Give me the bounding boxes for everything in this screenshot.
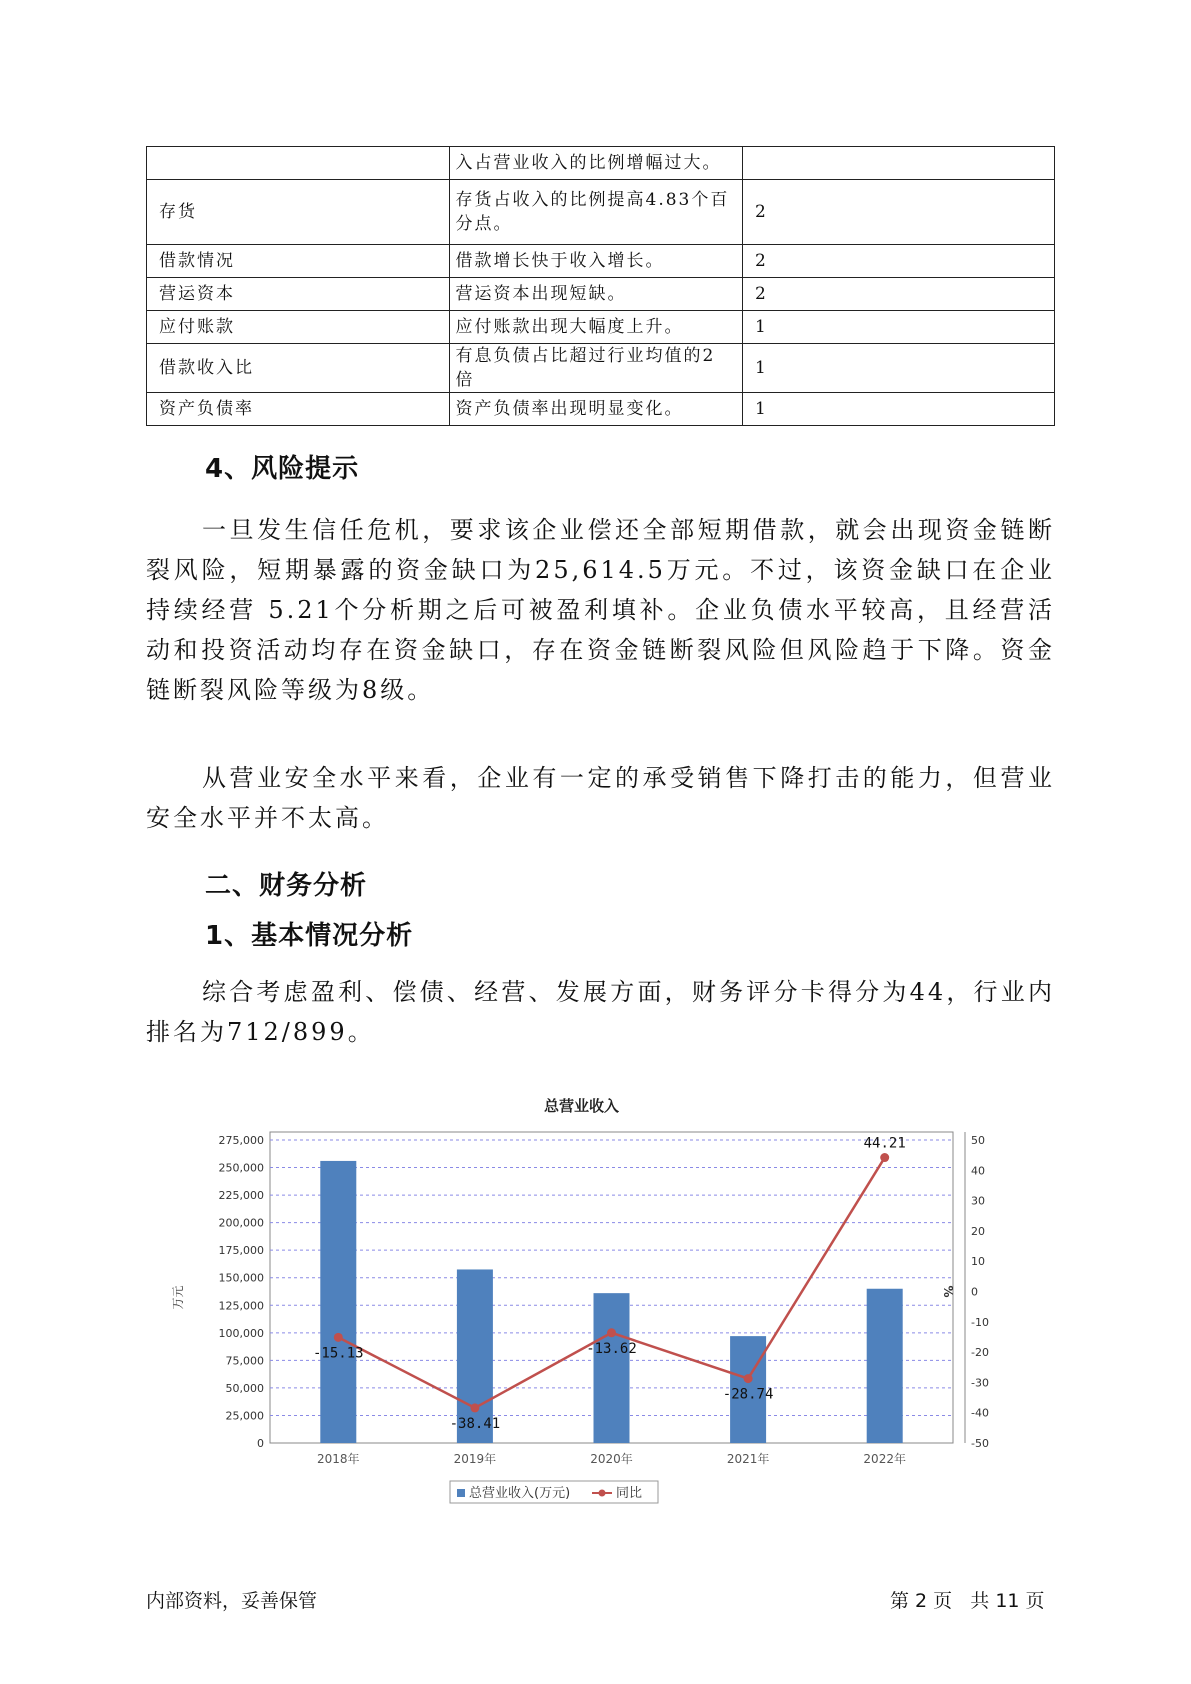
data-label: -28.74: [722, 1386, 774, 1403]
y-axis-label-right: %: [941, 1285, 955, 1298]
section-heading-basic: 1、基本情况分析: [205, 921, 414, 951]
bar: [867, 1289, 903, 1443]
legend-swatch-bar: [457, 1489, 465, 1497]
bar: [594, 1293, 630, 1443]
y-tick-left: 250,000: [218, 1161, 264, 1175]
y-tick-left: 200,000: [218, 1216, 264, 1230]
x-tick-label: 2018年: [317, 1452, 360, 1466]
table-row: [147, 278, 1055, 311]
x-tick-label: 2022年: [863, 1452, 906, 1466]
y-tick-left: 175,000: [218, 1244, 264, 1258]
x-tick-label: 2019年: [453, 1452, 497, 1466]
y-axis-label-left: 万元: [171, 1285, 185, 1310]
y-tick-right: 30: [971, 1194, 985, 1208]
section-heading-financial: 二、财务分析: [205, 871, 368, 901]
table-cell-level: [742, 147, 1054, 180]
table-cell-desc: 应付账款出现大幅度上升。: [449, 311, 742, 344]
y-tick-right: 50: [971, 1134, 985, 1147]
table-cell-level: 2: [742, 278, 1054, 311]
y-tick-right: -30: [971, 1376, 989, 1390]
y-tick-left: 225,000: [218, 1189, 264, 1203]
table-row: [147, 147, 1055, 180]
y-tick-left: 150,000: [218, 1271, 264, 1285]
y-tick-right: 20: [971, 1224, 985, 1238]
chart-svg: [170, 1085, 989, 1565]
y-tick-right: -20: [971, 1346, 989, 1360]
table-cell-desc: 资产负债率出现明显变化。: [449, 393, 742, 426]
chart-title: 总营业收入: [543, 1097, 620, 1115]
y-tick-left: 275,000: [218, 1134, 264, 1147]
legend-label-bar: 总营业收入(万元): [469, 1486, 571, 1501]
risk-table: [146, 146, 1055, 426]
y-tick-right: 10: [971, 1255, 985, 1269]
table-cell-level: 1: [742, 311, 1054, 344]
y-tick-left: 100,000: [218, 1326, 264, 1340]
risk-paragraph-1: 一旦发生信任危机，要求该企业偿还全部短期借款，就会出现资金链断裂风险，短期暴露的资金缺口为25,614.5万元。不过，该资金缺口在企业持续经营 5.21个分析期之后可被盈利填补。企业负债水平较高，且经营活动和投资活动均存在资金缺口，存在资金链断裂风险但风险趋于下降。资金链断裂风险等级为8级。: [146, 516, 1055, 704]
data-label: -13.62: [586, 1340, 637, 1357]
data-label: -38.41: [449, 1415, 501, 1432]
x-tick-label: 2020年: [590, 1452, 633, 1466]
table-cell-level: 1: [742, 393, 1054, 426]
table-row: [147, 393, 1055, 426]
table-cell-item: 借款收入比: [147, 344, 450, 393]
table-cell-item: 应付账款: [147, 311, 450, 344]
line-point: [470, 1403, 479, 1412]
revenue-chart: [170, 1085, 989, 1565]
bar: [320, 1161, 356, 1443]
table-row: [147, 180, 1055, 245]
y-tick-right: 40: [971, 1164, 985, 1178]
table-cell-item: [147, 147, 450, 180]
x-tick-label: 2021年: [726, 1452, 770, 1466]
table-row: [147, 311, 1055, 344]
y-tick-left: 125,000: [218, 1299, 264, 1313]
table-cell-item: 资产负债率: [147, 393, 450, 426]
y-tick-right: 0: [971, 1285, 978, 1299]
table-cell-desc: 营运资本出现短缺。: [449, 278, 742, 311]
table-cell-desc: 入占营业收入的比例增幅过大。: [449, 147, 742, 180]
line-point: [744, 1374, 753, 1383]
legend-label-line: 同比: [616, 1486, 643, 1501]
y-tick-right: -50: [971, 1437, 989, 1450]
footer-page-number: 第 2 页 共 11 页: [890, 1590, 1045, 1612]
footer-confidential: 内部资料，妥善保管: [146, 1590, 318, 1612]
data-label: 44.21: [863, 1135, 906, 1152]
line-point: [607, 1328, 616, 1337]
section-heading-risk: 4、风险提示: [205, 454, 360, 484]
legend-swatch-point: [599, 1490, 606, 1497]
y-tick-right: -40: [971, 1406, 989, 1420]
table-cell-item: 借款情况: [147, 245, 450, 278]
y-tick-left: 50,000: [225, 1381, 264, 1395]
table-cell-level: 1: [742, 344, 1054, 393]
table-cell-desc: 借款增长快于收入增长。: [449, 245, 742, 278]
table-row: [147, 245, 1055, 278]
data-label: -15.13: [313, 1345, 364, 1362]
table-cell-desc: 存货占收入的比例提高4.83个百分点。: [449, 180, 742, 245]
table-cell-item: 营运资本: [147, 278, 450, 311]
table-cell-level: 2: [742, 180, 1054, 245]
table-row: [147, 344, 1055, 393]
basic-paragraph: 综合考虑盈利、偿债、经营、发展方面，财务评分卡得分为44，行业内排名为712/899。: [146, 978, 1055, 1046]
table-cell-item: 存货: [147, 180, 450, 245]
y-tick-left: 0: [257, 1437, 264, 1450]
risk-paragraph-2: 从营业安全水平来看，企业有一定的承受销售下降打击的能力，但营业安全水平并不太高。: [146, 764, 1055, 832]
table-cell-desc: 有息负债占比超过行业均值的2倍: [449, 344, 742, 393]
y-tick-right: -10: [971, 1315, 989, 1329]
table-cell-level: 2: [742, 245, 1054, 278]
line-point: [334, 1333, 343, 1342]
y-tick-left: 25,000: [225, 1409, 264, 1423]
line-point: [880, 1153, 889, 1162]
y-tick-left: 75,000: [225, 1354, 264, 1368]
